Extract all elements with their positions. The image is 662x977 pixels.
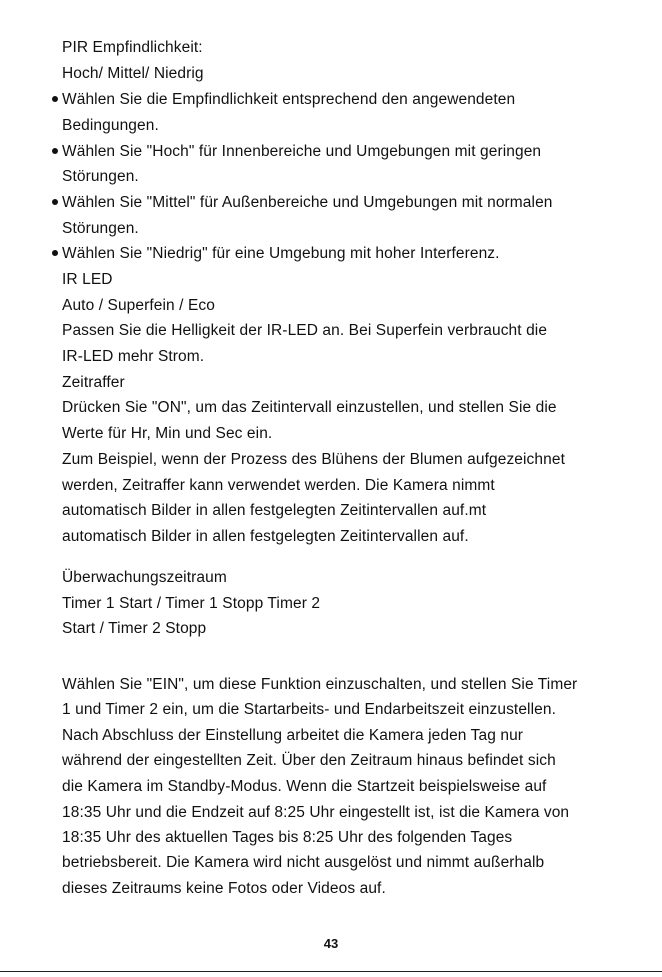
text-line bbox=[62, 619, 206, 639]
line-text: Passen Sie die Helligkeit der IR-LED an. Bei Superfein verbraucht die bbox=[62, 322, 548, 339]
text-line bbox=[62, 476, 495, 496]
line-text: Zeitraffer bbox=[62, 374, 125, 391]
text-line bbox=[62, 700, 556, 720]
bottom-divider bbox=[0, 971, 662, 972]
line-text: 18:35 Uhr des aktuellen Tages bis 8:25 Uhr des folgenden Tages bbox=[62, 829, 513, 846]
text-line bbox=[62, 38, 203, 58]
line-text: Wählen Sie "EIN", um diese Funktion einzuschalten, und stellen Sie Timer bbox=[62, 676, 578, 693]
line-text: Auto / Superfein / Eco bbox=[62, 297, 215, 314]
text-line bbox=[62, 527, 469, 547]
line-text: betriebsbereit. Die Kamera wird nicht ausgelöst und nimmt außerhalb bbox=[62, 854, 545, 871]
line-text: Nach Abschluss der Einstellung arbeitet die Kamera jeden Tag nur bbox=[62, 727, 524, 744]
text-line bbox=[62, 501, 486, 521]
text-line bbox=[62, 424, 272, 444]
bullet-dot-icon bbox=[52, 96, 58, 102]
bullet-item bbox=[52, 142, 541, 162]
bullet-dot-icon bbox=[52, 250, 58, 256]
bullet-item bbox=[52, 244, 500, 264]
text-line bbox=[62, 64, 204, 84]
text-line bbox=[62, 594, 320, 614]
line-text: werden, Zeitraffer kann verwendet werden. Die Kamera nimmt bbox=[62, 477, 495, 494]
text-line bbox=[62, 879, 386, 899]
line-text: dieses Zeitraums keine Fotos oder Videos auf. bbox=[62, 880, 386, 897]
text-line bbox=[62, 270, 113, 290]
text-line bbox=[62, 347, 204, 367]
text-line bbox=[62, 828, 512, 848]
line-text: Wählen Sie "Hoch" für Innenbereiche und Umgebungen mit geringen bbox=[62, 143, 542, 160]
line-text: während der eingestellten Zeit. Über den Zeitraum hinaus befindet sich bbox=[62, 752, 556, 769]
bullet-dot-icon bbox=[52, 148, 58, 154]
text-line bbox=[62, 398, 557, 418]
line-text: Start / Timer 2 Stopp bbox=[62, 620, 207, 637]
line-text: Überwachungszeitraum bbox=[62, 569, 227, 586]
text-line bbox=[62, 803, 569, 823]
text-line bbox=[62, 373, 125, 393]
text-line bbox=[62, 450, 565, 470]
line-text: Werte für Hr, Min und Sec ein. bbox=[62, 425, 273, 442]
line-text: IR LED bbox=[62, 271, 113, 288]
line-text: 18:35 Uhr und die Endzeit auf 8:25 Uhr eingestellt ist, ist die Kamera von bbox=[62, 804, 570, 821]
line-text: automatisch Bilder in allen festgelegten Zeitintervallen auf.mt bbox=[62, 502, 487, 519]
text-line bbox=[62, 116, 159, 136]
line-text: automatisch Bilder in allen festgelegten Zeitintervallen auf. bbox=[62, 528, 469, 545]
line-text: Hoch/ Mittel/ Niedrig bbox=[62, 65, 204, 82]
line-text: Wählen Sie "Mittel" für Außenbereiche und Umgebungen mit normalen bbox=[62, 194, 553, 211]
line-text: Zum Beispiel, wenn der Prozess des Blühens der Blumen aufgezeichnet bbox=[62, 451, 565, 468]
text-line bbox=[62, 853, 544, 873]
line-text: IR-LED mehr Strom. bbox=[62, 348, 205, 365]
line-text: Störungen. bbox=[62, 220, 139, 237]
text-line bbox=[62, 321, 547, 341]
text-line bbox=[62, 726, 523, 746]
line-text: Bedingungen. bbox=[62, 117, 159, 134]
bullet-item bbox=[52, 193, 553, 213]
text-line bbox=[62, 167, 139, 187]
line-text: die Kamera im Standby-Modus. Wenn die Startzeit beispielsweise auf bbox=[62, 778, 547, 795]
line-text: Drücken Sie "ON", um das Zeitintervall einzustellen, und stellen Sie die bbox=[62, 399, 557, 416]
text-line bbox=[62, 675, 577, 695]
text-line bbox=[62, 777, 546, 797]
line-text: 1 und Timer 2 ein, um die Startarbeits- und Endarbeitszeit einzustellen. bbox=[62, 701, 556, 718]
text-line bbox=[62, 219, 139, 239]
line-text: PIR Empfindlichkeit: bbox=[62, 39, 203, 56]
bullet-dot-icon bbox=[52, 199, 58, 205]
text-line bbox=[62, 751, 556, 771]
bullet-item bbox=[52, 90, 515, 110]
text-line bbox=[62, 296, 215, 316]
page-number: 43 bbox=[323, 936, 339, 951]
line-text: Wählen Sie die Empfindlichkeit entsprechend den angewendeten bbox=[62, 91, 516, 108]
line-text: Störungen. bbox=[62, 168, 139, 185]
line-text: Timer 1 Start / Timer 1 Stopp Timer 2 bbox=[62, 595, 321, 612]
line-text: Wählen Sie "Niedrig" für eine Umgebung mit hoher Interferenz. bbox=[62, 245, 500, 262]
text-line bbox=[62, 568, 227, 588]
